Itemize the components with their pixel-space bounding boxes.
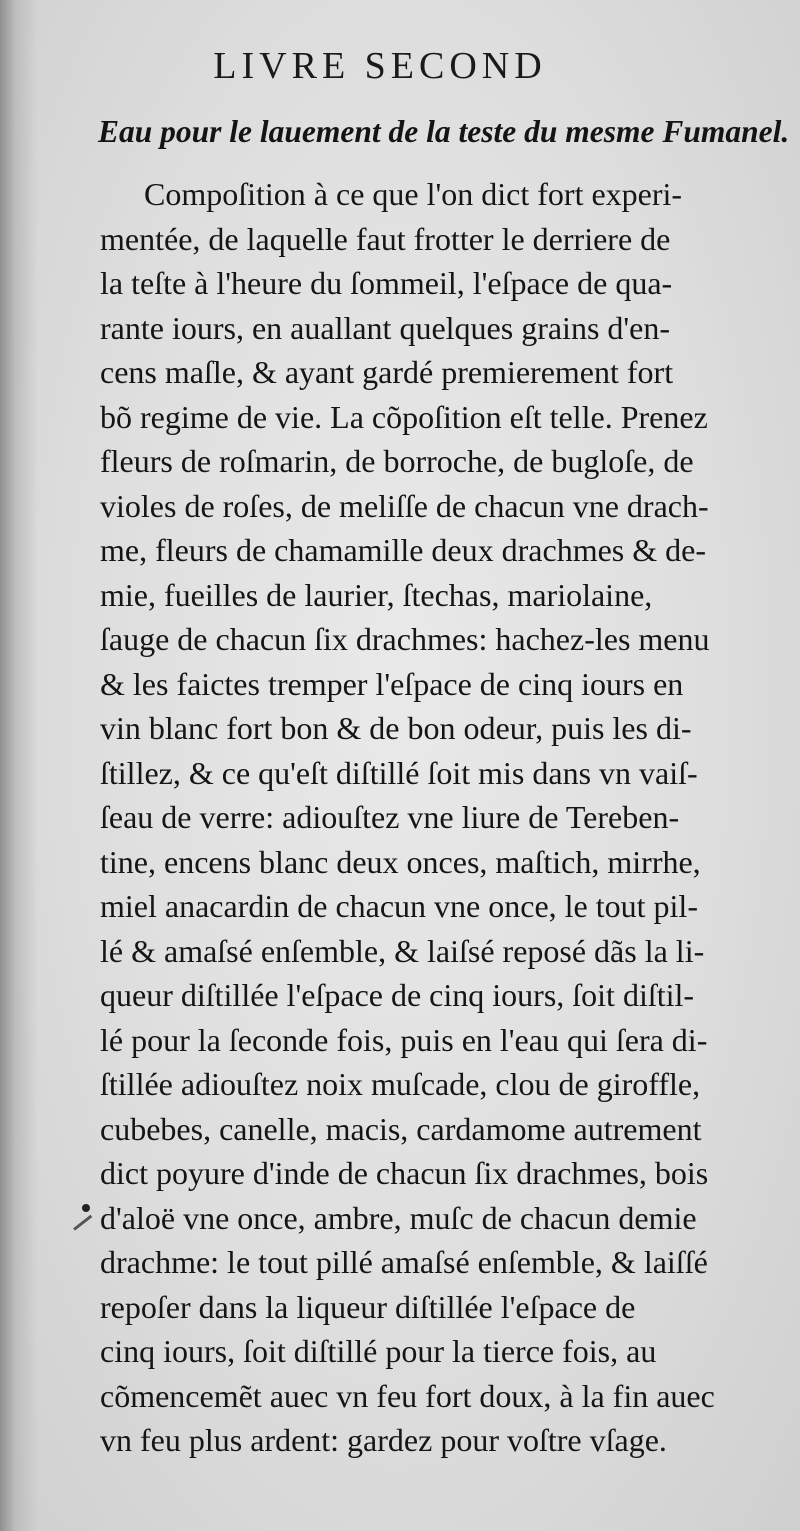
ink-dot-mark [82, 1204, 90, 1212]
text-line: ſauge de chacun ſix drachmes: hachez-les menu [100, 621, 710, 657]
text-line: dict poyure d'inde de chacun ſix drachmes, bois [100, 1155, 709, 1191]
text-line: d'aloë vne once, ambre, muſc de chacun demie [100, 1199, 697, 1236]
text-line: drachme: le tout pillé amaſsé enſemble, & laiſſé [100, 1244, 708, 1280]
section-title: Eau pour le lauement de la teste du mesme Fumanel. [98, 114, 790, 149]
body-text [100, 172, 770, 1463]
text-line: & les faictes tremper l'eſpace de cinq iours en [100, 665, 684, 702]
text-line: violes de roſes, de meliſſe de chacun vne drach- [100, 487, 709, 524]
text-line: cubebes, canelle, macis, cardamome autrement [100, 1110, 702, 1147]
text-line: vn feu plus ardent: gardez pour voſtre vſage. [100, 1422, 667, 1458]
text-line: queur diſtillée l'eſpace de cinq iours, ſoit diſtil- [100, 977, 695, 1013]
text-line: vin blanc fort bon & de bon odeur, puis les di- [100, 710, 692, 746]
text-line: Compoſition à ce que l'on dict fort experi- [144, 176, 683, 212]
text-line: me, fleurs de chamamille deux drachmes & de- [100, 532, 706, 568]
text-line: miel anacardin de chacun vne once, le tout pil- [100, 888, 698, 924]
page-gutter-shadow [0, 0, 38, 1531]
text-line: mentée, de laquelle faut frotter le derriere de [100, 220, 671, 257]
text-line: bõ regime de vie. La cõpoſition eſt telle. Prenez [100, 398, 708, 435]
text-line: cõmencemẽt auec vn feu fort doux, à la fin auec [100, 1377, 715, 1414]
text-line: la teſte à l'heure du ſommeil, l'eſpace de qua- [100, 265, 673, 301]
text-line: ſtillée adiouſtez noix muſcade, clou de giroffle, [100, 1066, 701, 1102]
running-head: LIVRE SECOND [213, 45, 547, 87]
text-line: fleurs de roſmarin, de borroche, de bugloſe, de [100, 443, 694, 479]
text-line: rante iours, en auallant quelques grains d'en- [100, 309, 671, 346]
text-line: ſeau de verre: adiouſtez vne liure de Tereben- [100, 799, 680, 835]
text-line: cinq iours, ſoit diſtillé pour la tierce fois, au [100, 1333, 657, 1369]
text-line: repoſer dans la liqueur diſtillée l'eſpace de [100, 1288, 636, 1325]
text-line: lé & amaſsé enſemble, & laiſsé reposé dãs la li- [100, 932, 705, 969]
text-line: ſtillez, & ce qu'eſt diſtillé ſoit mis dans vn vaiſ- [100, 754, 698, 791]
text-line: lé pour la ſeconde fois, puis en l'eau qui ſera di- [100, 1021, 708, 1058]
text-line: mie, fueilles de laurier, ſtechas, mariolaine, [100, 576, 653, 613]
text-line: cens maſle, & ayant gardé premierement fort [100, 354, 674, 390]
margin-slash-mark [73, 1215, 92, 1231]
text-line: tine, encens blanc deux onces, maſtich, mirrhe, [100, 843, 701, 880]
